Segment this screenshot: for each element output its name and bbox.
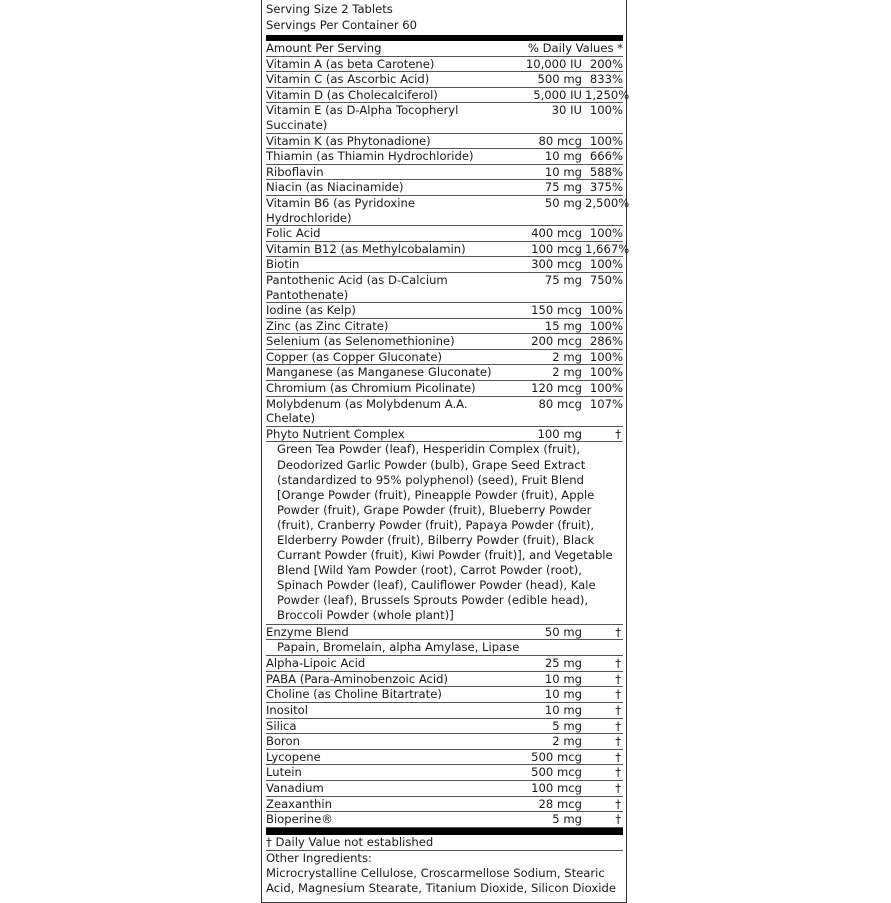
- other-ingredients-text: Microcrystalline Cellulose, Croscarmellose Sodium, Stearic Acid, Magnesium Stearate, Titanium Dioxide, Silicon Dioxide: [266, 865, 616, 896]
- nutrient-name: Selenium (as Selenomethionine): [266, 334, 455, 349]
- nutrient-row: [266, 334, 623, 350]
- nutrient-list: [266, 56, 630, 427]
- nutrient-dv: †: [615, 796, 621, 811]
- nutrient-amount: 500 mcg: [531, 765, 582, 780]
- nutrient-row: [266, 672, 623, 688]
- nutrient-row: [266, 750, 623, 766]
- nutrient-name: Vitamin K (as Phytonadione): [266, 133, 431, 148]
- nutrient-row: [266, 195, 630, 226]
- nutrient-dv: †: [615, 734, 621, 749]
- supplement-facts-label: [261, 0, 630, 903]
- nutrient-name: Pantothenic Acid (as D-Calcium Pantothenate): [266, 272, 448, 302]
- nutrient-row: [266, 273, 623, 303]
- nutrient-name: Niacin (as Niacinamide): [266, 180, 404, 195]
- nutrient-amount: 75 mg: [544, 180, 582, 195]
- nutrient-amount: 80 mcg: [538, 396, 582, 411]
- nutrient-dv: 588%: [589, 164, 623, 179]
- serving-size: Serving Size 2 Tablets: [266, 2, 393, 16]
- nutrient-amount: 10 mg: [544, 687, 582, 702]
- nutrient-row: [266, 687, 623, 703]
- nutrient-row-phyto: [266, 427, 623, 443]
- nutrient-row: [266, 241, 630, 258]
- nutrient-name: PABA (Para-Aminobenzoic Acid): [266, 671, 449, 686]
- nutrient-dv: 750%: [589, 272, 623, 287]
- nutrient-row: [266, 397, 623, 427]
- nutrient-dv: †: [615, 765, 621, 780]
- enzyme-detail: Papain, Bromelain, alpha Amylase, Lipase: [266, 640, 623, 656]
- column-header-row: [266, 41, 623, 57]
- nutrient-dv: †: [615, 671, 621, 686]
- nutrient-amount: 2 mg: [552, 734, 582, 749]
- nutrient-name: Folic Acid: [266, 226, 321, 241]
- nutrient-amount: 10 mg: [544, 671, 582, 686]
- nutrient-name: Zinc (as Zinc Citrate): [266, 318, 389, 333]
- nutrient-name: Vitamin C (as Ascorbic Acid): [266, 72, 430, 87]
- nutrient-name: Choline (as Choline Bitartrate): [266, 687, 442, 702]
- nutrient-name: Vitamin A (as beta Carotene): [266, 56, 435, 71]
- nutrient-dv: 100%: [589, 226, 623, 241]
- nutrient-row: [266, 87, 630, 104]
- footnote: † Daily Value not established: [266, 835, 623, 851]
- nutrient-amount: 300 mcg: [531, 257, 582, 272]
- nutrient-amount: 5,000 IU: [533, 87, 582, 102]
- nutrient-name: Silica: [266, 718, 297, 733]
- nutrient-row: [266, 812, 623, 828]
- nutrient-row: [266, 781, 623, 797]
- nutrient-dv: 100%: [589, 133, 623, 148]
- nutrient-dv: 666%: [589, 149, 623, 164]
- nutrient-dv: 100%: [589, 365, 623, 380]
- nutrient-amount: 500 mg: [537, 72, 582, 87]
- nutrient-amount: 120 mcg: [531, 381, 582, 396]
- nutrient-amount: 5 mg: [552, 812, 582, 827]
- nutrient-name: Thiamin (as Thiamin Hydrochloride): [266, 149, 474, 164]
- amount-per-serving-header: Amount Per Serving: [266, 41, 382, 55]
- nutrient-name: Enzyme Blend: [266, 624, 349, 639]
- nutrient-name: Phyto Nutrient Complex: [266, 426, 405, 441]
- nutrient-dv: 1,667%: [585, 241, 630, 256]
- nutrient-amount: 400 mcg: [531, 226, 582, 241]
- nutrient-dv: 100%: [589, 257, 623, 272]
- nutrient-name: Molybdenum (as Molybdenum A.A. Chelate): [266, 396, 468, 426]
- nutrient-dv: †: [615, 718, 621, 733]
- nutrient-name: Alpha-Lipoic Acid: [266, 656, 366, 671]
- nutrient-dv: †: [615, 703, 621, 718]
- nutrient-amount: 15 mg: [544, 318, 582, 333]
- nutrient-row: [266, 656, 623, 672]
- nutrient-amount: 2 mg: [552, 365, 582, 380]
- nutrient-row: [266, 257, 623, 273]
- nutrient-row: [266, 350, 623, 366]
- nutrient-dv: †: [615, 624, 621, 639]
- nutrient-dv: 100%: [589, 381, 623, 396]
- nutrient-name: Iodine (as Kelp): [266, 303, 356, 318]
- nutrient-dv: 1,250%: [585, 87, 630, 102]
- nutrient-dv: †: [615, 687, 621, 702]
- nutrient-dv: †: [615, 656, 621, 671]
- nutrient-row: [266, 165, 623, 181]
- nutrient-dv: 833%: [589, 72, 623, 87]
- nutrient-amount: 10,000 IU: [525, 56, 582, 71]
- nutrient-row: [266, 57, 623, 73]
- nutrient-name: Lutein: [266, 765, 302, 780]
- nutrient-dv: 200%: [589, 56, 623, 71]
- nutrient-name: Vitamin E (as D-Alpha Tocopheryl Succinate): [266, 103, 459, 132]
- nutrient-row: [266, 381, 623, 397]
- nutrient-row: [266, 797, 623, 813]
- nutrient-name: Biotin: [266, 257, 300, 272]
- nutrient-amount: 10 mg: [544, 149, 582, 164]
- nutrient-row: [266, 72, 623, 88]
- serving-info: [266, 0, 623, 33]
- nutrient-amount: 200 mcg: [531, 334, 582, 349]
- nutrient-name: Copper (as Copper Gluconate): [266, 349, 443, 364]
- nutrient-name: Vitamin D (as Cholecalciferol): [266, 87, 438, 102]
- other-nutrient-list: [266, 656, 623, 828]
- nutrient-amount: 50 mg: [544, 195, 582, 210]
- nutrient-row-enzyme: [266, 625, 623, 641]
- nutrient-name: Chromium (as Chromium Picolinate): [266, 381, 476, 396]
- nutrient-amount: 10 mg: [544, 703, 582, 718]
- nutrient-dv: †: [615, 749, 621, 764]
- other-ingredients: [266, 851, 623, 897]
- nutrient-dv: 107%: [589, 396, 623, 411]
- nutrient-dv: 100%: [589, 103, 623, 118]
- nutrient-amount: 2 mg: [552, 349, 582, 364]
- nutrient-name: Vitamin B6 (as Pyridoxine Hydrochloride): [266, 195, 415, 225]
- nutrient-amount: 150 mcg: [531, 303, 582, 318]
- nutrient-dv: †: [615, 812, 621, 827]
- nutrient-row: [266, 365, 623, 381]
- nutrient-dv: 100%: [589, 303, 623, 318]
- nutrient-row: [266, 103, 623, 133]
- nutrient-name: Boron: [266, 734, 300, 749]
- nutrient-amount: 100 mg: [537, 426, 582, 441]
- nutrient-name: Manganese (as Manganese Gluconate): [266, 365, 492, 380]
- nutrient-amount: 10 mg: [544, 164, 582, 179]
- nutrient-row: [266, 134, 623, 150]
- nutrient-name: Bioperine®: [266, 812, 333, 827]
- nutrient-name: Lycopene: [266, 749, 321, 764]
- other-ingredients-title: Other Ingredients:: [266, 850, 372, 865]
- nutrient-row: [266, 703, 623, 719]
- nutrient-amount: 80 mcg: [538, 133, 582, 148]
- nutrient-name: Vitamin B12 (as Methylcobalamin): [266, 241, 466, 256]
- nutrient-name: Riboflavin: [266, 164, 324, 179]
- nutrient-amount: 75 mg: [544, 272, 582, 287]
- nutrient-amount: 100 mcg: [531, 781, 582, 795]
- nutrient-amount: 500 mcg: [531, 749, 582, 764]
- nutrient-dv: 100%: [589, 349, 623, 364]
- nutrient-dv: †: [615, 781, 621, 795]
- nutrient-row: [266, 719, 623, 735]
- nutrient-name: Inositol: [266, 703, 308, 718]
- nutrient-amount: 5 mg: [552, 718, 582, 733]
- nutrient-dv: 2,500%: [585, 195, 630, 210]
- servings-per-container: Servings Per Container 60: [266, 17, 418, 32]
- nutrient-name: Vanadium: [266, 781, 324, 795]
- nutrient-row: [266, 303, 623, 319]
- nutrient-amount: 28 mcg: [538, 796, 582, 811]
- phyto-detail: Green Tea Powder (leaf), Hesperidin Complex (fruit), Deodorized Garlic Powder (bulb), Grape Seed Extract (standardized to 95% polyphenol) (seed), Fruit Blend [Orange Powder (fruit), Pineapple Powder (fruit), Apple Powder (fruit), Grape Powder (fruit), Blueberry Powder (fruit), Cranberry Powder (fruit), Papaya Powder (fruit), Elderberry Powder (fruit), Bilberry Powder (fruit), Black Currant Powder (fruit), Kiwi Powder (fruit)], and Vegetable Blend [Wild Yam Powder (root), Carrot Powder (root), Spinach Powder (leaf), Cauliflower Powder (head), Kale Powder (leaf), Brussels Sprouts Powder (edible head), Broccoli Powder (whole plant)]: [266, 442, 623, 624]
- nutrient-row: [266, 765, 623, 781]
- nutrient-dv: 286%: [589, 334, 623, 349]
- nutrient-row: [266, 149, 623, 165]
- nutrient-dv: 100%: [589, 318, 623, 333]
- thick-divider-bottom: [266, 828, 623, 835]
- nutrient-amount: 100 mcg: [531, 241, 582, 256]
- nutrient-row: [266, 734, 623, 750]
- nutrient-amount: 25 mg: [544, 656, 582, 671]
- nutrient-amount: 50 mg: [544, 624, 582, 639]
- nutrient-dv: 375%: [589, 180, 623, 195]
- nutrient-name: Zeaxanthin: [266, 796, 332, 811]
- nutrient-row: [266, 319, 623, 335]
- nutrient-amount: 30 IU: [551, 103, 582, 118]
- daily-values-header: % Daily Values *: [527, 41, 623, 55]
- nutrient-row: [266, 226, 623, 242]
- nutrient-dv: †: [615, 426, 621, 441]
- nutrient-row: [266, 180, 623, 196]
